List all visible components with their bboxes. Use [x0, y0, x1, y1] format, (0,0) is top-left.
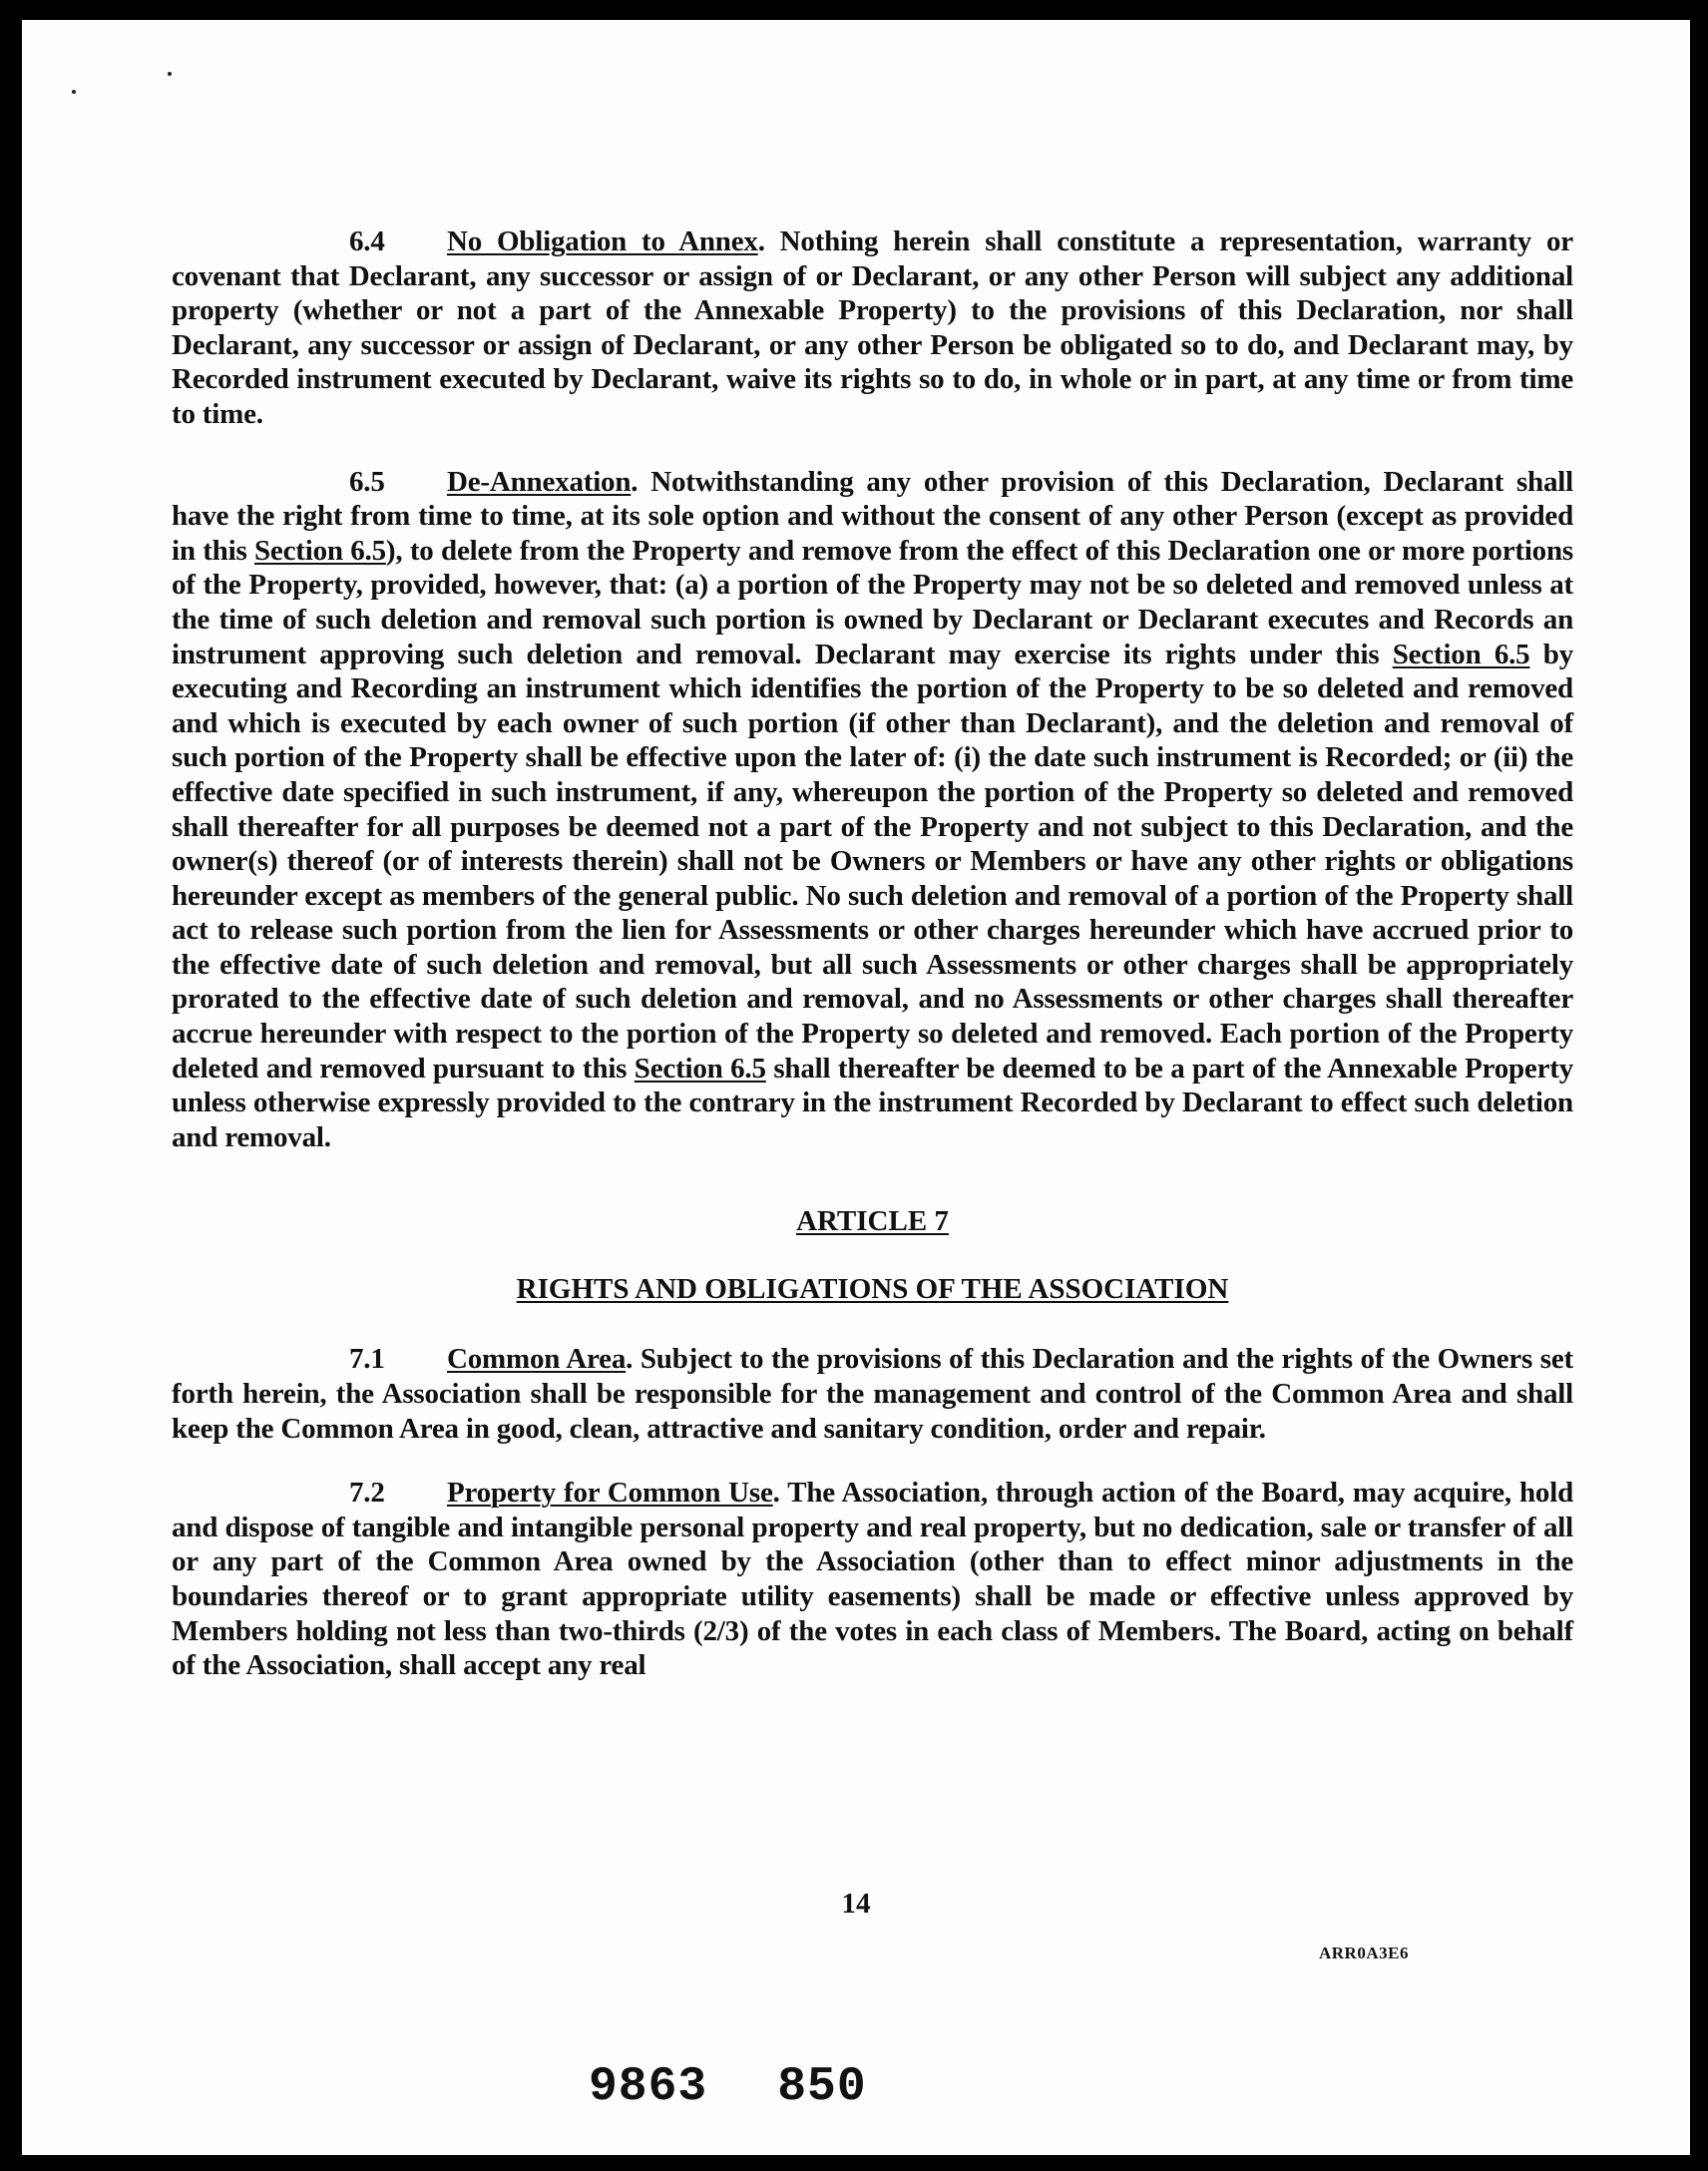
section-text: ), to delete from the Property and remove from the effect of this Declaration one or more portions of the Property, provided, however, that: (a) a portion of the Property may not be so deleted and removed unless at the time of such deletion and removal such portion is owned by Declarant or Declarant executes and Records an instrument approving such deletion and removal. Declarant may exercise its rights under this [172, 534, 1574, 670]
section-7-2 [172, 1476, 1573, 1683]
section-6-5 [172, 465, 1573, 1155]
recording-stamp [589, 2060, 867, 2114]
section-text: . The Association, through action of the Board, may acquire, hold and dispose of tangible and intangible personal property and real property, but no dedication, sale or transfer of all or any part of the Common Area owned by the Association (other than to effect minor adjustments in the boundaries thereof or to grant appropriate utility easements) shall be made or effective unless approved by Members holding not less than two-thirds (2/3) of the votes in each class of Members. The Board, acting on behalf of the Association, shall accept any real [172, 1477, 1573, 1682]
scan-speck [72, 90, 76, 94]
document-page [22, 20, 1690, 2155]
document-code: ARR0A3E6 [1319, 1944, 1409, 1962]
recording-page-number: 850 [777, 2060, 867, 2114]
section-text: by executing and Recording an instrument which identifies the portion of the Property to be so deleted and removed and which is executed by each owner of such portion (if other than Declarant), and the deletion and removal of such portion of the Property shall be effective upon the later of: (i) the date such instrument is Recorded; or (ii) the effective date specified in such instrument, if any, whereupon the portion of the Property so deleted and removed shall thereafter for all purposes be deemed not a part of the Property and not subject to this Declaration, and the owner(s) thereof (or of interests therein) shall not be Owners or Members or have any other rights or obligations hereunder except as members of the general public. No such deletion and removal of a portion of the Property shall act to release such portion from the lien for Assessments or other charges hereunder which have accrued prior to the effective date of such deletion and removal, but all such Assessments or other charges shall be appropriately prorated to the effective date of such deletion and removal, and no Assessments or other charges shall thereafter accrue hereunder with respect to the portion of the Property so deleted and removed. Each portion of the Property deleted and removed pursuant to this [172, 638, 1573, 1085]
recording-book-number: 9863 [589, 2060, 708, 2114]
page-number: 14 [841, 1888, 871, 1920]
section-text: . Subject to the provisions of this Declaration and the rights of the Owners set forth herein, the Association shall be responsible for the management and control of the Common Area and shall keep the Common Area in good, clean, attractive and sanitary condition, order and repair. [172, 1343, 1573, 1445]
section-reference: Section 6.5 [634, 1052, 766, 1085]
section-number: 7.1 [349, 1343, 385, 1376]
section-6-4 [172, 224, 1573, 432]
section-number: 6.5 [349, 465, 385, 498]
section-number: 7.2 [349, 1477, 385, 1510]
scan-speck [168, 72, 172, 76]
section-number: 6.4 [349, 225, 385, 257]
section-text: . Notwithstanding any other provision of this Declaration, Declarant shall have the right from time to time, at its sole option and without the consent of any other Person (except as provided in this [172, 465, 1573, 567]
section-text: . Nothing herein shall constitute a representation, warranty or covenant that Declarant, any successor or assign of or Declarant, or any other Person will subject any additional property (whether or not a part of the Annexable Property) to the provisions of this Declaration, nor shall Declarant, any successor or assign of Declarant, or any other Person be obligated so to do, and Declarant may, by Recorded instrument executed by Declarant, waive its rights so to do, in whole or in part, at any time or from time to time. [172, 225, 1573, 430]
section-heading: No Obligation to Annex [447, 225, 758, 257]
section-heading: Property for Common Use [447, 1477, 773, 1510]
section-reference: Section 6.5 [1392, 638, 1530, 670]
section-reference: Section 6.5 [253, 534, 386, 567]
article-subtitle: RIGHTS AND OBLIGATIONS OF THE ASSOCIATION [516, 1273, 1229, 1306]
document-body [172, 224, 1573, 1683]
section-heading: De-Annexation [447, 465, 632, 498]
section-text: shall thereafter be deemed to be a part of the Annexable Property unless otherwise expressly provided to the contrary in the instrument Recorded by Declarant to effect such deletion and removal. [172, 1052, 1574, 1153]
article-title: ARTICLE 7 [796, 1205, 949, 1238]
section-7-1 [172, 1342, 1573, 1446]
section-heading: Common Area [447, 1343, 627, 1376]
